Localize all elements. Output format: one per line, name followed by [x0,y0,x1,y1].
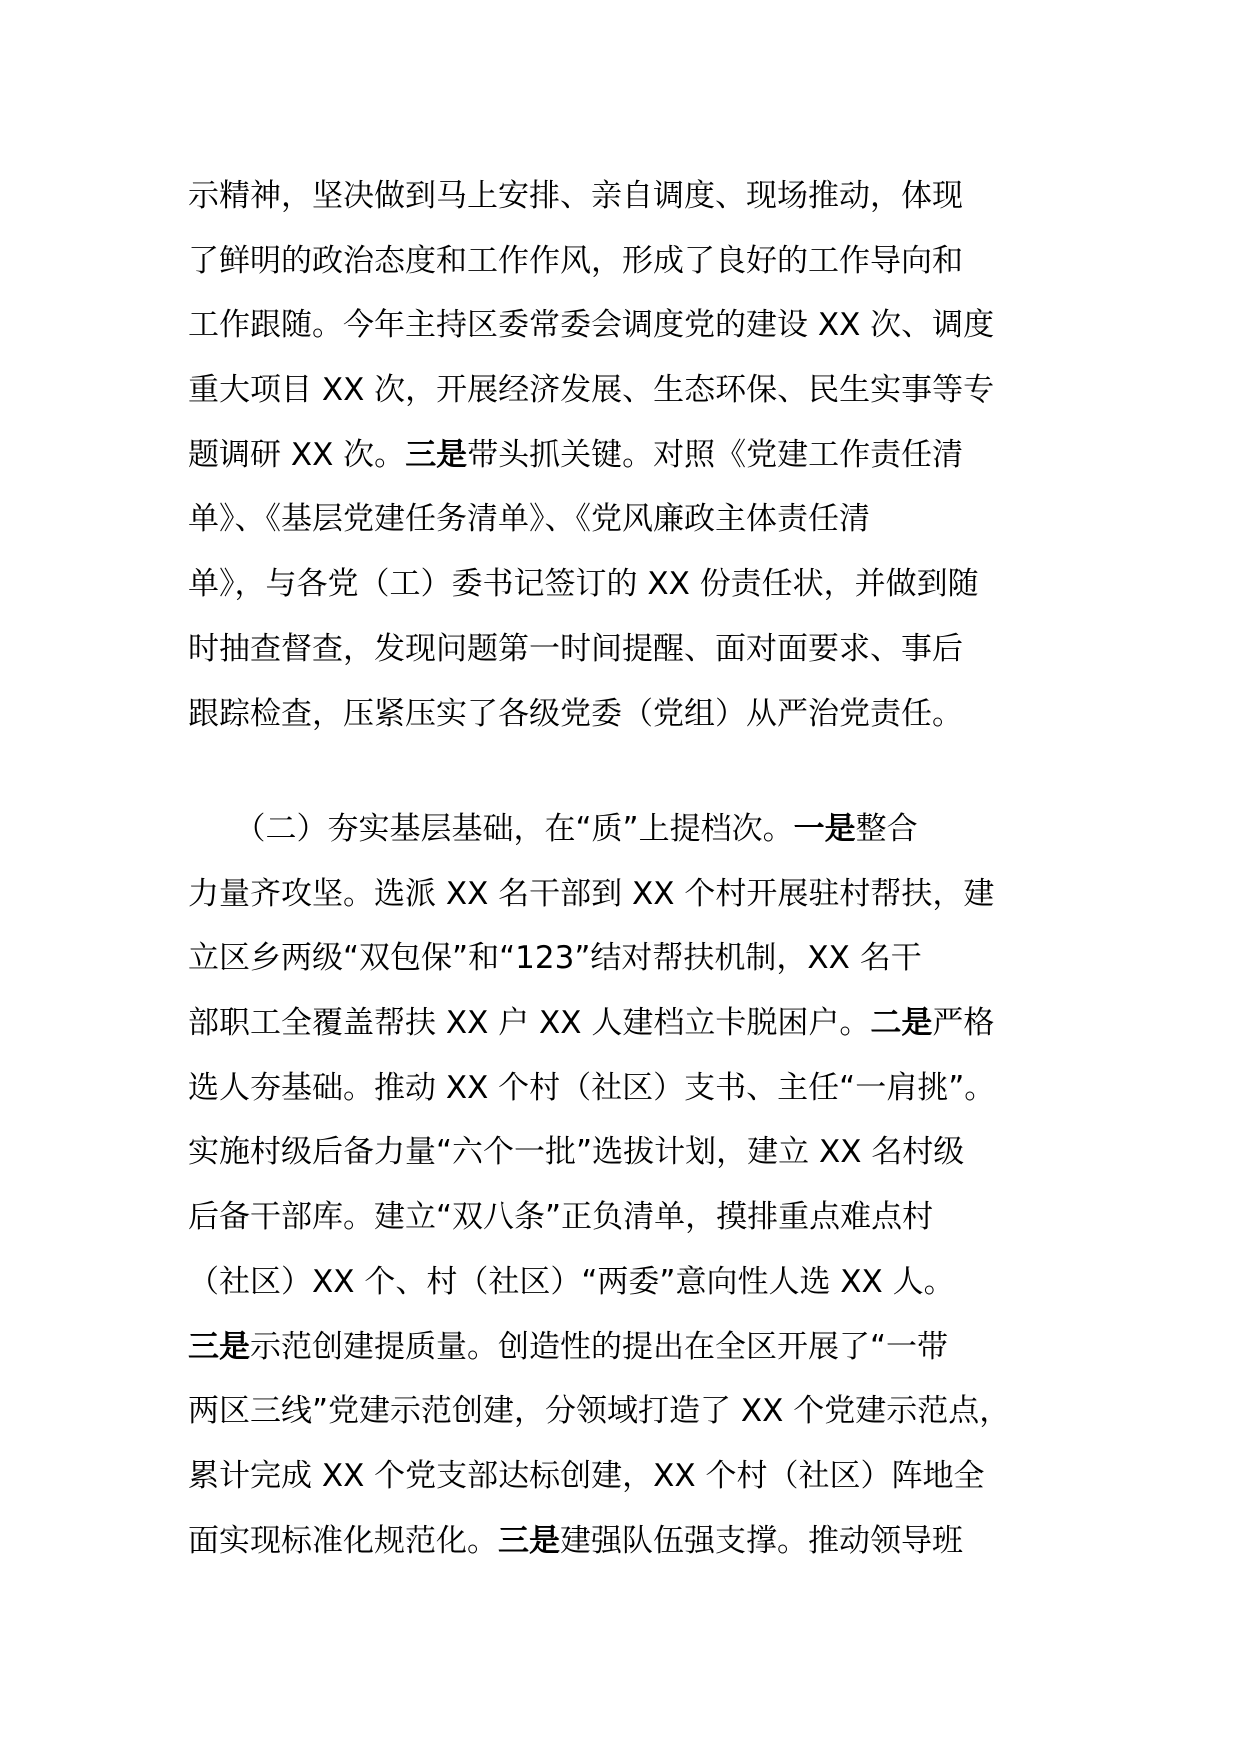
paragraph-2 [188,797,1088,1573]
text-segment: 立区乡两级“双包保”和“123”结对帮扶机制，XX 名干 [188,940,922,977]
text-segment: 带头抓关键。对照《党建工作责任清 [467,436,964,473]
text-segment: 工作跟随。今年主持区委常委会调度党的建设 XX 次、调度 [188,307,995,344]
text-line [188,552,1088,617]
text-line [188,926,1088,991]
text-line [188,229,1088,294]
text-segment: 两区三线”党建示范创建，分领域打造了 XX 个党建示范点， [188,1393,1011,1430]
text-segment: 选人夯基础。推动 XX 个村（社区）支书、主任“一肩挑”。 [188,1069,996,1106]
text-line [188,682,1088,747]
bold-lead-phrase: 三是 [405,436,468,473]
text-segment: 单》，与各党（工）委书记签订的 XX 份责任状，并做到随 [188,566,979,603]
text-segment: 力量齐攻坚。选派 XX 名干部到 XX 个村开展驻村帮扶，建 [188,875,995,912]
text-segment: 题调研 XX 次。 [188,436,406,473]
text-segment: 严格 [932,1005,995,1042]
text-line [188,423,1088,488]
text-line [188,164,1088,229]
text-segment: 单》、《基层党建任务清单》、《党风廉政主体责任清 [188,501,870,538]
bold-lead-phrase: 三是 [188,1328,250,1365]
paragraph-1 [188,164,1088,746]
text-segment: （二）夯实基层基础，在“质”上提档次。 [188,811,794,847]
text-segment: 整合 [855,811,918,847]
text-line [188,487,1088,552]
text-line [188,862,1088,927]
text-segment: 面实现标准化规范化。 [188,1522,498,1559]
bold-lead-phrase: 一是 [793,811,856,847]
text-line [188,1444,1088,1509]
bold-lead-phrase: 三是 [498,1522,560,1559]
text-segment: （社区）XX 个、村（社区）“两委”意向性人选 XX 人。 [188,1263,955,1300]
text-line [188,797,1088,862]
text-line [188,1120,1088,1185]
text-segment: 示范创建提质量。创造性的提出在全区开展了“一带 [250,1328,949,1365]
text-line [188,1185,1088,1250]
text-line [188,617,1088,682]
text-line [188,1379,1088,1444]
text-line [188,358,1088,423]
bold-lead-phrase: 二是 [870,1005,933,1042]
text-segment: 了鲜明的政治态度和工作作风，形成了良好的工作导向和 [188,242,963,279]
text-segment: 部职工全覆盖帮扶 XX 户 XX 人建档立卡脱困户。 [188,1005,871,1042]
text-line [188,1509,1088,1574]
text-line [188,991,1088,1056]
text-segment: 示精神，坚决做到马上安排、亲自调度、现场推动，体现 [188,178,963,214]
text-segment: 时抽查督查，发现问题第一时间提醒、面对面要求、事后 [188,630,963,667]
text-segment: 累计完成 XX 个党支部达标创建，XX 个村（社区）阵地全 [188,1457,985,1494]
text-segment: 跟踪检查，压紧压实了各级党委（党组）从严治党责任。 [188,695,963,732]
text-segment: 后备干部库。建立“双八条”正负清单，摸排重点难点村 [188,1199,934,1236]
text-segment: 建强队伍强支撑。推动领导班 [560,1522,963,1559]
text-segment: 重大项目 XX 次，开展经济发展、生态环保、民生实事等专 [188,372,995,409]
text-line [188,1250,1088,1315]
text-line [188,1315,1088,1380]
text-segment: 实施村级后备力量“六个一批”选拔计划，建立 XX 名村级 [188,1134,965,1171]
text-line [188,1056,1088,1121]
text-line [188,293,1088,358]
